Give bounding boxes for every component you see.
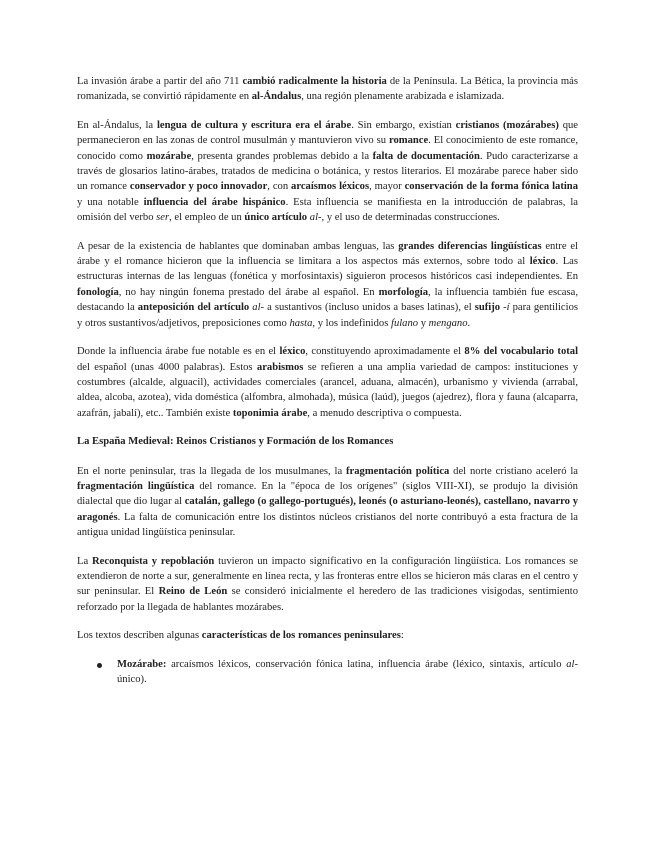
emphasis-italic: mengano — [428, 317, 468, 329]
text-run: , la influencia también fue escasa, destacando la — [77, 286, 578, 314]
emphasis-bold: cristianos (mozárabes) — [455, 119, 559, 131]
text-run: . Sin embargo, existían — [351, 119, 456, 131]
emphasis-bold: 8% del vocabulario total — [464, 346, 579, 358]
emphasis-italic: fulano — [391, 317, 419, 329]
emphasis-bold: fragmentación lingüística — [77, 480, 195, 492]
text-run: arcaísmos léxicos, conservación fónica latina, influencia árabe (léxico, sintaxis, artículo — [166, 658, 567, 670]
text-run: , no hay ningún fonema prestado del árabe al español. En — [118, 286, 379, 298]
text-run: , y los indefinidos — [312, 317, 391, 329]
medieval-section — [77, 464, 578, 644]
emphasis-bold: al-Ándalus — [251, 91, 302, 103]
emphasis-bold: Reino de León — [158, 586, 228, 598]
emphasis-bold: único artículo — [244, 212, 308, 224]
emphasis-italic: al- — [566, 658, 578, 670]
text-run: En el norte peninsular, tras la llegada de los musulmanes, la — [77, 465, 347, 477]
text-run: para gentilicios y otros sustantivos/adjetivos, preposiciones como — [77, 302, 578, 329]
paragraph-invasion — [77, 74, 578, 105]
emphasis-bold: morfología — [378, 286, 429, 298]
list-item-text — [117, 659, 578, 685]
text-run: . Las estructuras internas de las lenguas (fonética y morfosintaxis) siguieron procesos históricos casi independientes. En — [77, 256, 578, 283]
paragraph-influence-limits — [77, 239, 578, 331]
emphasis-bold: Mozárabe: — [117, 658, 167, 670]
emphasis-bold: mozárabe — [146, 150, 192, 162]
emphasis-bold: romance — [388, 135, 429, 147]
text-run: A pesar de la existencia de hablantes que dominaban ambas lenguas, las — [77, 240, 399, 252]
emphasis-italic: -í — [503, 302, 510, 314]
emphasis-bold: catalán, gallego (o gallego-portugués), leonés (o asturiano-leonés), castellano, navarro y aragonés — [77, 496, 578, 523]
text-run: La — [77, 555, 93, 567]
text-run: a sustantivos (incluso unidos a bases latinas), el — [264, 302, 475, 314]
emphasis-bold: conservación de la forma fónica latina — [404, 181, 578, 193]
text-run: , una región plenamente arabizada e islamizada. — [301, 91, 505, 103]
text-run: entre el árabe y el romance hicieron que la influencia se limitara a los aspectos más externos, sobre todo al — [77, 240, 578, 268]
text-run: : — [400, 630, 404, 642]
paragraph-reconquista — [77, 554, 578, 616]
text-run: , y el uso de determinadas construcciones. — [321, 212, 500, 224]
paragraph-fragmentation — [77, 464, 578, 541]
text-run: Donde la influencia árabe fue notable es en el — [77, 346, 280, 358]
text-run: se refieren a una amplia variedad de campos: instituciones y costumbres (alcalde, alguacil), actividades comerciales (arancel, aduana, almacén), urbanismo y vivienda (arrabal, aldea, alcoba, azotea), vida doméstica (alfombra, almohada), música (laúd), juegos (ajedrez), flora y fauna (alcaparra, azafrán, jabalí), etc.. También existe — [77, 361, 578, 419]
emphasis-bold: Reconquista y repoblación — [92, 555, 215, 567]
emphasis-bold: fragmentación política — [346, 465, 450, 477]
emphasis-bold: influencia del árabe hispánico — [143, 196, 286, 208]
emphasis-bold: sufijo — [474, 302, 501, 314]
list-item — [77, 657, 578, 688]
emphasis-bold: anteposición del artículo — [137, 302, 250, 314]
section-heading: La España Medieval: Reinos Cristianos y Formación de los Romances — [77, 436, 394, 448]
text-run: y — [418, 317, 429, 329]
text-run: y una notable — [77, 196, 144, 208]
text-run: del romance. En la "época de los orígenes" (siglos VIII-XI), se produjo la división dialectal que dio lugar al — [77, 480, 578, 508]
text-run: En al-Ándalus, la — [77, 119, 157, 131]
emphasis-bold: grandes diferencias lingüísticas — [398, 240, 542, 252]
text-run: , el empleo de un — [169, 212, 245, 224]
intro-section — [77, 74, 578, 421]
text-run: Los textos describen algunas — [77, 630, 202, 642]
document-page — [77, 74, 578, 687]
emphasis-bold: arcaísmos léxicos — [291, 181, 370, 193]
text-run: . — [467, 317, 471, 329]
emphasis-italic: al- — [252, 302, 265, 314]
emphasis-italic: hasta — [289, 317, 313, 329]
emphasis-bold: arabismos — [256, 361, 304, 373]
emphasis-bold: conservador y poco innovador — [129, 181, 268, 193]
text-run: único). — [117, 674, 147, 685]
text-run: . Pudo caracterizarse a través de glosarios latino-árabes, tratados de medicina o botánica, y restos literarios. El mozárabe parece haber sido un romance — [77, 150, 578, 193]
characteristics-list — [77, 657, 578, 688]
text-run: que permanecieron en las zonas de control musulmán y mantuvieron vivo su — [77, 119, 578, 147]
emphasis-bold: falta de documentación — [372, 150, 480, 162]
text-run: , a menudo descriptiva o compuesta. — [307, 407, 462, 419]
text-run: , con — [267, 181, 292, 193]
text-run: La invasión árabe a partir del año 711 — [77, 76, 243, 87]
text-run: del norte cristiano aceleró la — [449, 465, 578, 477]
text-run: , constituyendo aproximadamente el — [305, 346, 465, 358]
text-run: , mayor — [369, 181, 405, 193]
text-run: se consideró inicialmente el heredero de las tradiciones visigodas, sentimiento reforzado por la llegada de hablantes mozárabes. — [77, 586, 578, 613]
text-run: . Esta influencia se manifiesta en la introducción de palabras, la omisión del verbo — [77, 196, 578, 224]
text-run: . El conocimiento de este romance, conocido como — [77, 135, 578, 162]
emphasis-bold: cambió radicalmente la historia — [242, 76, 387, 87]
emphasis-italic: ser — [156, 212, 170, 224]
emphasis-italic: al- — [309, 212, 322, 224]
text-run: , presenta grandes problemas debido a la — [191, 150, 373, 162]
paragraph-characteristics-intro — [77, 628, 578, 643]
emphasis-bold: características de los romances peninsulares — [201, 630, 401, 642]
paragraph-mozarabe — [77, 118, 578, 226]
paragraph-lexicon — [77, 344, 578, 421]
text-run: . La falta de comunicación entre los distintos núcleos cristianos del norte contribuyó a esta fractura de la antigua unidad lingüística peninsular. — [77, 511, 578, 539]
text-run: del español (unas 4000 palabras). Estos — [77, 361, 257, 373]
emphasis-bold: fonología — [77, 286, 119, 298]
emphasis-bold: léxico — [529, 256, 556, 268]
text-run: tuvieron un impacto significativo en la configuración lingüística. Los romances se extendieron de norte a sur, generalmente en línea recta, y las fronteras entre ellos se hicieron más claras en el centro y sur peninsular. El — [77, 555, 578, 598]
emphasis-bold: lengua de cultura y escritura era el árabe — [156, 119, 352, 131]
emphasis-bold: toponimia árabe — [232, 407, 308, 419]
text-run: de la Península. La Bética, la provincia más romanizada, se convirtió rápidamente en — [77, 76, 578, 103]
bullet-icon — [97, 663, 102, 668]
emphasis-bold: léxico — [279, 346, 306, 358]
